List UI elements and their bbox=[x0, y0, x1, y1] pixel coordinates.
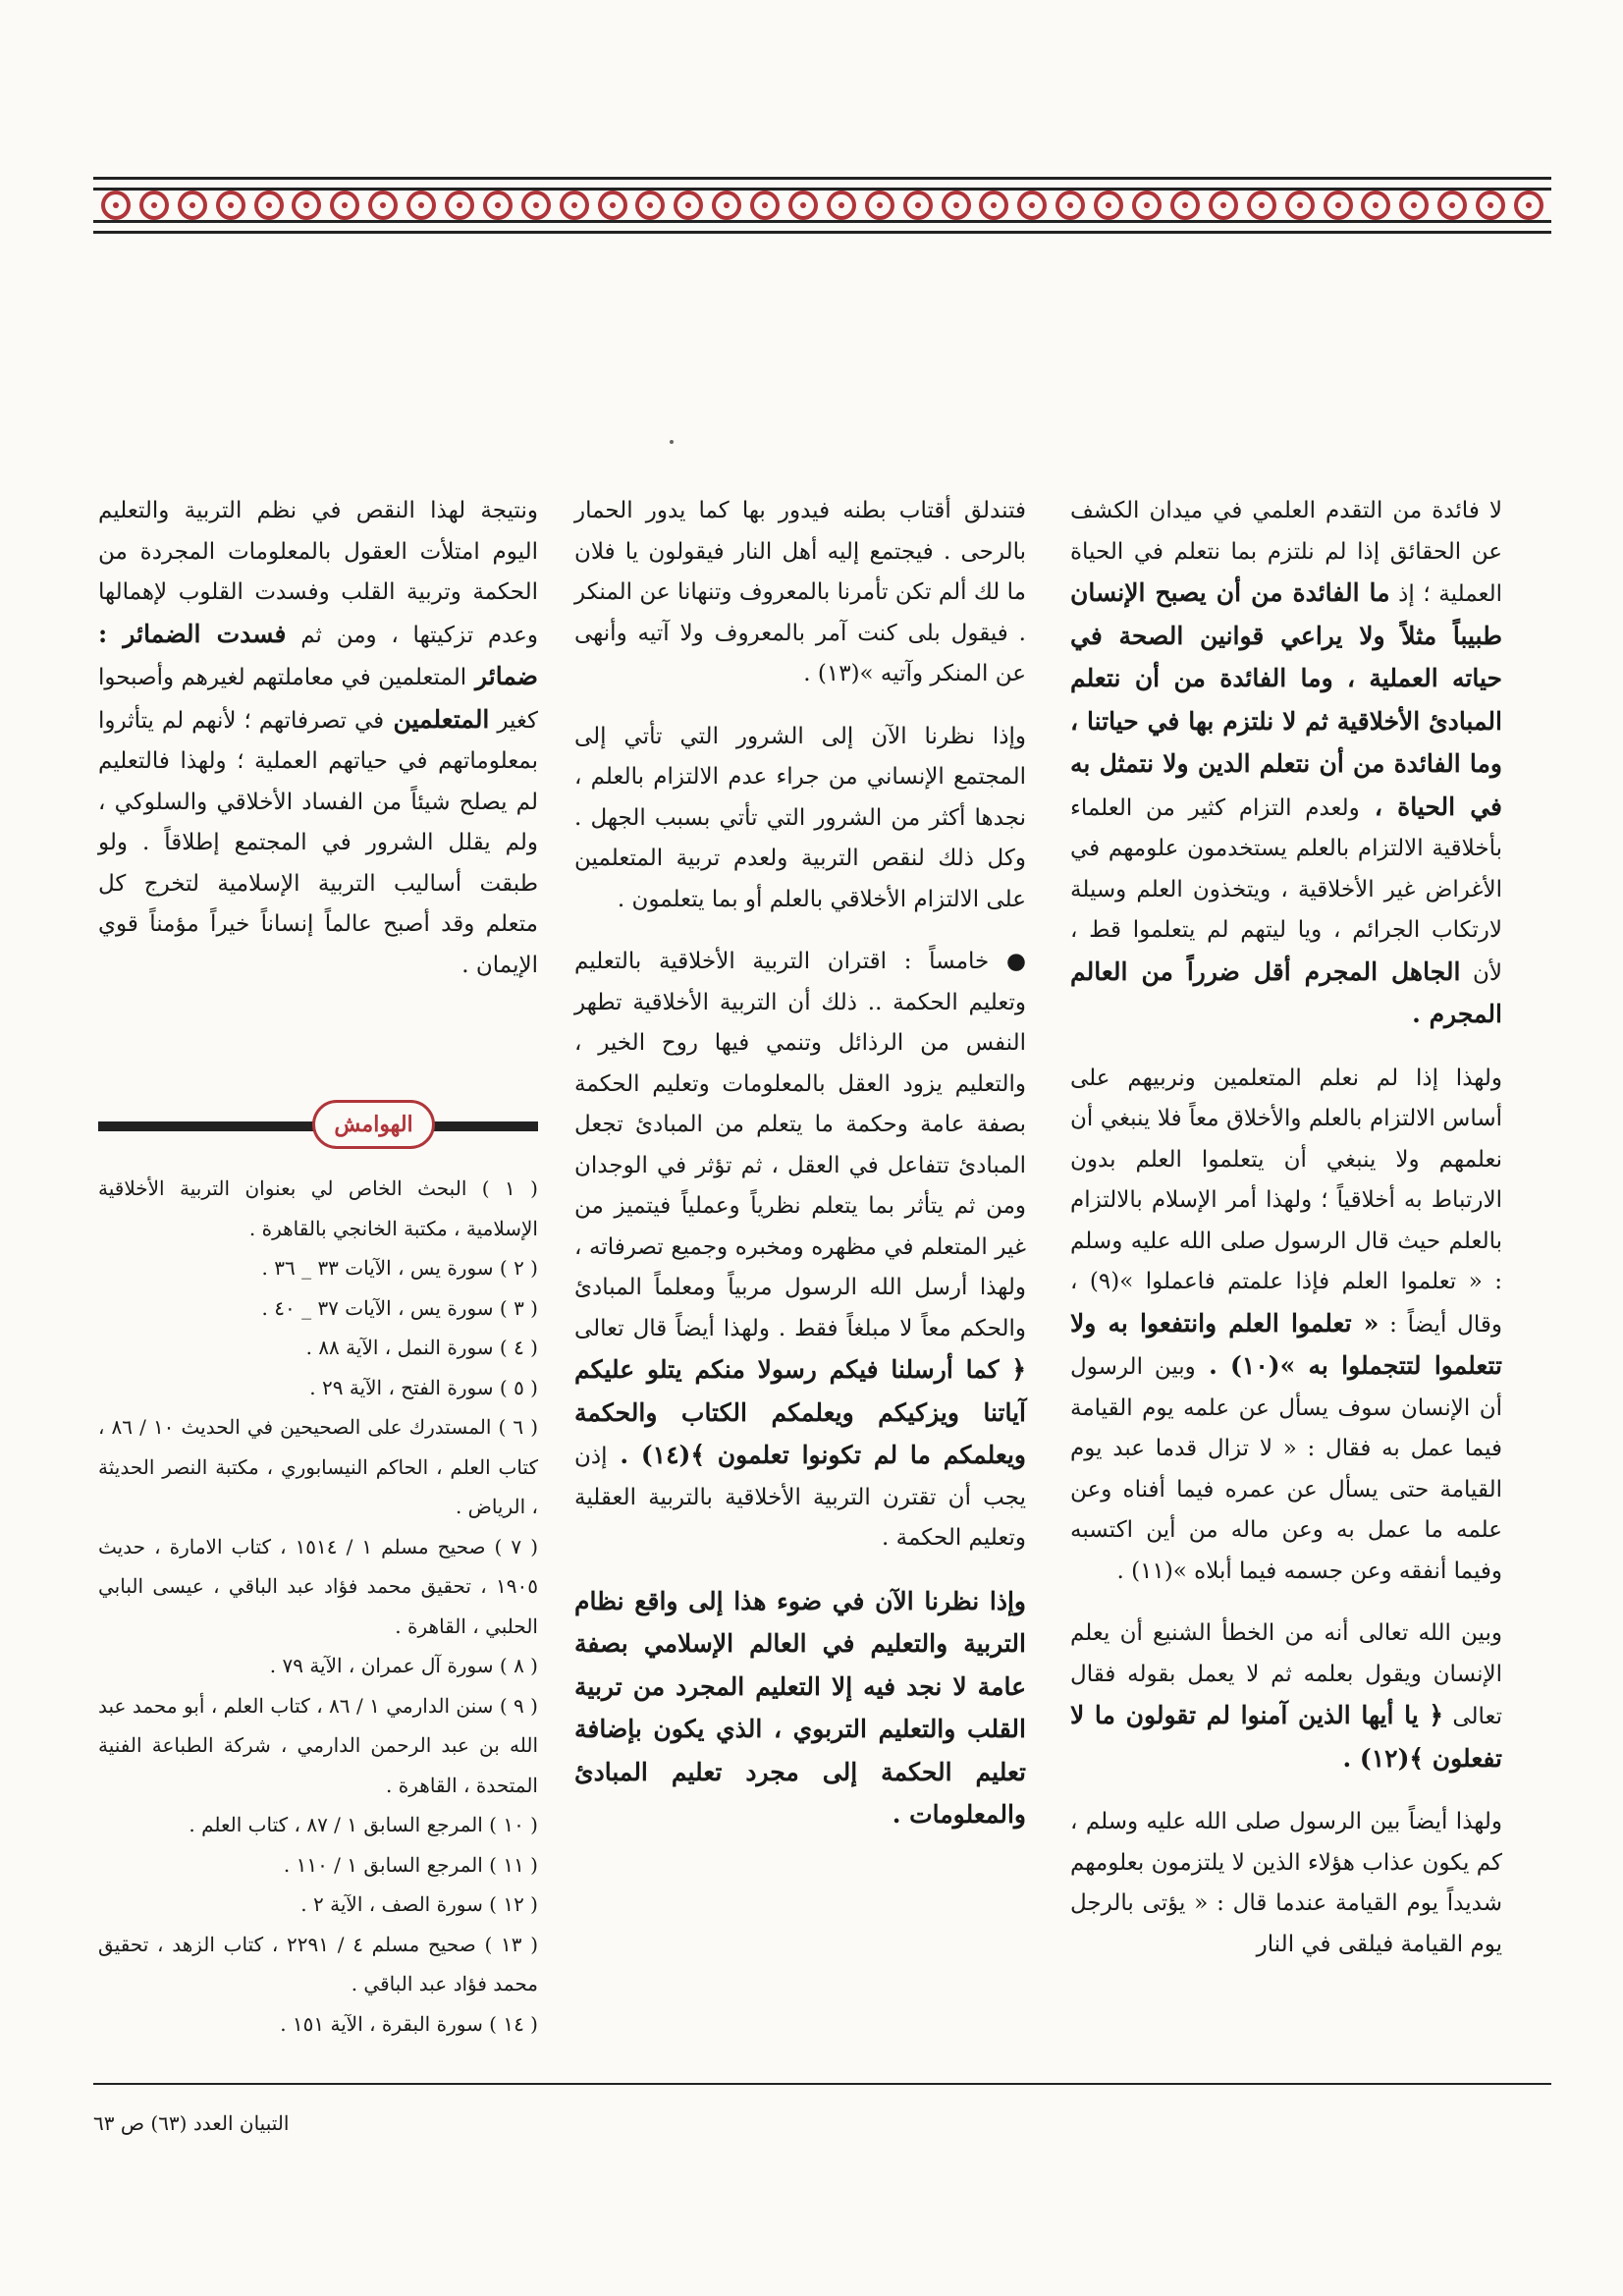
paragraph-gap bbox=[1070, 1592, 1502, 1613]
paragraph-gap bbox=[574, 1559, 1026, 1581]
footnote-item: ( ٥ ) سورة الفتح ، الآية ٢٩ . bbox=[309, 1375, 538, 1399]
border-ring-ornament bbox=[788, 191, 818, 220]
footnotes-list bbox=[98, 1169, 538, 2044]
footnotes-heading-label: الهوامش bbox=[312, 1100, 435, 1149]
body-text: ● خامساً : اقتران التربية الأخلاقية بالتعليم وتعليم الحكمة .. ذلك أن التربية الأخلاقية تطهر النفس من الرذائل وتنمي فيها روح الخير ، والتعليم يزود العقل بالمعلومات وتعليم الحكمة بصفة عامة وحكمة ما يتعلم من المبادئ تجعل المبادئ تتفاعل في العقل ، ثم تؤثر في الوجدان ومن ثم يتأثر بما يتعلم نظرياً وعملياً فيتميز من غير المتعلم في مظهره ومخبره وجميع تصرفاته ، ولهذا أرسل الله الرسول مربياً ومعلماً المبادئ والحكم معاً لا مبلغاً فقط . bbox=[574, 949, 1026, 1341]
border-ring-ornament bbox=[1132, 191, 1162, 220]
bold-text: الجاهل المجرم أقل ضرراً من العالم المجرم . bbox=[1070, 957, 1502, 1028]
border-ring-ornament bbox=[1094, 191, 1123, 220]
paragraph-gap bbox=[574, 920, 1026, 942]
border-ring-ornament bbox=[1209, 191, 1238, 220]
body-text: ولهذا أيضاً قال تعالى bbox=[574, 1315, 770, 1341]
column-paragraph bbox=[1070, 1802, 1502, 1965]
column-paragraph bbox=[574, 1581, 1026, 1837]
body-text: ولعدم التزام كثير من العلماء بأخلاقية الالتزام بالعلم يستخدمون علومهم في الأغراض غير الأخلاقية ، ويتخذون العلم وسيلة لارتكاب الجرائم ، ويا ليتهم لم يتعلموا قط ، لأن bbox=[1070, 794, 1502, 986]
border-ring-ornament bbox=[750, 191, 780, 220]
border-ring-ornament bbox=[406, 191, 436, 220]
border-ring-ornament bbox=[1170, 191, 1200, 220]
footnote-item: ( ١٤ ) سورة البقرة ، الآية ١٥١ . bbox=[280, 2011, 538, 2036]
border-ring-ornament bbox=[560, 191, 589, 220]
body-text: المتعلمين في معاملتهم لغيرهم وأصبحوا كغير bbox=[98, 665, 538, 734]
bold-text: « تعلموا العلم وانتفعوا به ولا تتعلموا لتتجملوا به »(١٠) . bbox=[1070, 1308, 1502, 1380]
border-ring-ornament bbox=[445, 191, 474, 220]
border-ring-ornament bbox=[979, 191, 1008, 220]
footer-rule bbox=[93, 2083, 1551, 2085]
border-ring-ornament bbox=[598, 191, 627, 220]
border-ring-ornament bbox=[1247, 191, 1276, 220]
column-paragraph bbox=[1070, 491, 1502, 1037]
decorative-border bbox=[93, 177, 1551, 234]
text-column-right bbox=[1070, 491, 1502, 1965]
body-text: ونتيجة لهذا النقص في نظم التربية والتعليم اليوم امتلأت العقول بالمعلومات المجردة من الحكمة وتربية القلب وفسدت القلوب لإهمالها وعدم تزكيتها ، ومن ثم bbox=[98, 498, 538, 648]
body-text: ولهذا أيضاً بين الرسول صلى الله عليه وسلم ، كم يكون عذاب هؤلاء الذين لا يلتزمون بعلومهم شديداً يوم القيامة عندما قال : « يؤتى بالرجل يوم القيامة فيلقى في النار bbox=[1070, 1809, 1502, 1957]
border-ring-ornament bbox=[101, 191, 131, 220]
paragraph-gap bbox=[1070, 1780, 1502, 1802]
body-text: في تصرفاتهم ؛ لأنهم لم يتأثروا بمعلوماتهم في حياتهم العملية ؛ ولهذا فالتعليم لم يصلح شيئاً من الفساد الأخلاقي والسلوكي ، ولم يقلل الشرور في المجتمع إطلاقاً . bbox=[98, 707, 538, 855]
footnotes-heading bbox=[98, 1100, 538, 1149]
border-ring-ornament bbox=[712, 191, 741, 220]
footnote-item: ( ٦ ) المستدرك على الصحيحين في الحديث ١٠ / ٨٦ ، كتاب العلم ، الحاكم النيسابوري ، مكتبة النصر الحديثة ، الرياض . bbox=[98, 1415, 538, 1518]
column-paragraph bbox=[574, 717, 1026, 921]
stray-dot bbox=[670, 440, 674, 444]
footnote-item: ( ٨ ) سورة آل عمران ، الآية ٧٩ . bbox=[269, 1654, 538, 1677]
bold-text: وإذا نظرنا الآن في ضوء هذا إلى واقع نظام التربية والتعليم في العالم الإسلامي بصفة عامة لا نجد فيه إلا التعليم المجرد من تربية القلب والتعليم التربوي ، الذي يكون بإضافة تعليم الحكمة إلى مجرد تعليم المبادئ والمعلومات . bbox=[574, 1586, 1026, 1829]
text-column-middle bbox=[574, 491, 1026, 1837]
border-ring-ornament bbox=[1017, 191, 1047, 220]
footnote-item: ( ٧ ) صحيح مسلم ١ / ١٥١٤ ، كتاب الامارة ، حديث ١٩٠٥ ، تحقيق محمد فؤاد عبد الباقي ، عيسى البابي الحلبي ، القاهرة . bbox=[98, 1534, 538, 1638]
text-column-left bbox=[98, 491, 538, 986]
border-ring-ornament bbox=[139, 191, 169, 220]
body-text: وبين الله تعالى أنه من الخطأ الشنيع أن يعلم الإنسان ويقول بعلمه ثم لا يعمل بقوله فقال تعالى bbox=[1070, 1620, 1502, 1729]
paragraph-gap bbox=[574, 695, 1026, 717]
body-text: وإذا نظرنا الآن إلى الشرور التي تأتي إلى المجتمع الإنساني من جراء عدم الالتزام بالعلم ، نجدها أكثر من الشرور التي تأتي بسبب الجهل . وكل ذلك لنقص التربية ولعدم تربية المتعلمين على الالتزام الأخلاقي بالعلم أو بما يتعلمون . bbox=[574, 723, 1026, 912]
border-ring-ornament bbox=[827, 191, 856, 220]
bold-text: فسدت الضمائر : ضمائر bbox=[98, 619, 538, 690]
border-ring-ornament bbox=[216, 191, 245, 220]
border-line-top bbox=[93, 188, 1551, 191]
footnote-item: ( ٢ ) سورة يس ، الآيات ٣٣ _ ٣٦ . bbox=[261, 1256, 538, 1280]
border-ring-ornament bbox=[1361, 191, 1390, 220]
border-ring-ornament bbox=[635, 191, 665, 220]
border-ring-ornament bbox=[1476, 191, 1505, 220]
column-paragraph bbox=[574, 942, 1026, 1559]
footnote-item: ( ١١ ) المرجع السابق ١ / ١١٠ . bbox=[283, 1852, 538, 1877]
column-paragraph bbox=[1070, 1613, 1502, 1780]
border-ring-ornament bbox=[1514, 191, 1543, 220]
footnote-item: ( ٣ ) سورة يس ، الآيات ٣٧ _ ٤٠ . bbox=[261, 1295, 538, 1320]
border-ring-ornament bbox=[521, 191, 551, 220]
column-paragraph bbox=[98, 491, 538, 986]
border-ring-ornament bbox=[254, 191, 284, 220]
border-ring-ornament bbox=[674, 191, 703, 220]
body-text: ولو طبقت أساليب التربية الإسلامية لتخرج كل متعلم وقد أصبح عالماً إنساناً خيراً مؤمناً قوي الإيمان . bbox=[98, 830, 538, 978]
border-ring-ornament bbox=[903, 191, 933, 220]
bold-text: ﴿ كما أرسلنا فيكم رسولا منكم يتلو عليكم آياتنا ويزكيكم ويعلمكم الكتاب والحكمة ويعلمكم ما لم تكونوا تعلمون ﴾(١٤) . bbox=[574, 1355, 1026, 1469]
body-text: ولهذا إذا لم نعلم المتعلمين ونربيهم على أساس الالتزام بالعلم والأخلاق معاً فلا ينبغي أن نعلمهم ولا ينبغي أن يتعلموا العلم بدون الارتباط به أخلاقياً ؛ ولهذا أمر الإسلام بالالتزام بالعلم حيث قال الرسول صلى الله عليه وسلم : « تعلموا العلم فإذا علمتم فاعملوا »(٩) ، وقال أيضاً : bbox=[1070, 1065, 1502, 1338]
border-line-bottom bbox=[93, 220, 1551, 223]
border-ring-ornament bbox=[330, 191, 359, 220]
paragraph-gap bbox=[1070, 1037, 1502, 1059]
body-text: وبين الرسول أن الإنسان سوف يسأل عن علمه يوم القيامة فيما عمل به فقال : « لا تزال قدما عبد يوم القيامة حتى يسأل عن عمره فيما أفناه وعن علمه ما عمل به وعن ماله من أين اكتسبه وفيما أنفقه وعن جسمه فيما أبلاه »(١١) . bbox=[1070, 1354, 1502, 1584]
footnote-item: ( ١٠ ) المرجع السابق ١ / ٨٧ ، كتاب العلم . bbox=[189, 1813, 538, 1836]
footnote-item: ( ٤ ) سورة النمل ، الآية ٨٨ . bbox=[305, 1336, 538, 1359]
bold-text: ما الفائدة من أن يصبح الإنسان طبيباً مثلاً ولا يراعي قوانين الصحة في حياته العملية ، وما الفائدة من أن نتعلم المبادئ الأخلاقية ثم لا نلتزم بها في حياتنا ، وما الفائدة من أن نتعلم الدين ولا نتمثل به في الحياة ، bbox=[1070, 578, 1502, 821]
bold-text: ﴿ يا أيها الذين آمنوا لم تقولون ما لا تفعلون ﴾(١٢) . bbox=[1070, 1701, 1502, 1773]
page-footer: التبيان العدد (٦٣) ص ٦٣ bbox=[93, 2111, 290, 2135]
footnote-item: ( ١٣ ) صحيح مسلم ٤ / ٢٢٩١ ، كتاب الزهد ، تحقيق محمد فؤاد عبد الباقي . bbox=[98, 1932, 538, 1995]
border-ring-ornament bbox=[1437, 191, 1467, 220]
footnote-item: ( ١ ) البحث الخاص لي بعنوان التربية الأخلاقية الإسلامية ، مكتبة الخانجي بالقاهرة . bbox=[98, 1176, 538, 1240]
border-ring-ornament bbox=[368, 191, 398, 220]
footnote-item: ( ١٢ ) سورة الصف ، الآية ٢ . bbox=[300, 1892, 538, 1916]
border-ring-ornament bbox=[483, 191, 513, 220]
border-ring-ornament bbox=[1399, 191, 1429, 220]
border-ring-ornament bbox=[178, 191, 207, 220]
border-ring-ornament bbox=[1055, 191, 1085, 220]
footnote-item: ( ٩ ) سنن الدارمي ١ / ٨٦ ، كتاب العلم ، أبو محمد عبد الله بن عبد الرحمن الدارمي ، شركة الطباعة الفنية المتحدة ، القاهرة . bbox=[98, 1693, 538, 1797]
border-ring-ornament bbox=[1324, 191, 1353, 220]
column-paragraph bbox=[1070, 1059, 1502, 1593]
body-text: إذن يجب أن تقترن التربية الأخلاقية بالتربية العقلية وتعليم الحكمة . bbox=[574, 1444, 1026, 1551]
column-paragraph bbox=[574, 491, 1026, 695]
body-text: فتندلق أقتاب بطنه فيدور بها كما يدور الحمار بالرحى . فيجتمع إليه أهل النار فيقولون يا فلان ما لك ألم تكن تأمرنا بالمعروف وتنهانا عن المنكر . فيقول بلى كنت آمر بالمعروف ولا آتيه وأنهى عن المنكر وآتيه »(١٣) . bbox=[574, 498, 1026, 686]
border-ring-ornament bbox=[865, 191, 894, 220]
bold-text: المتعلمين bbox=[384, 704, 490, 734]
body-text: لا فائدة من التقدم العلمي في ميدان الكشف عن الحقائق إذا لم نلتزم بما نتعلم في الحياة العملية ؛ إذ bbox=[1070, 498, 1502, 607]
border-ring-ornament bbox=[292, 191, 321, 220]
border-ring-ornament bbox=[942, 191, 971, 220]
border-ring-ornament bbox=[1285, 191, 1315, 220]
